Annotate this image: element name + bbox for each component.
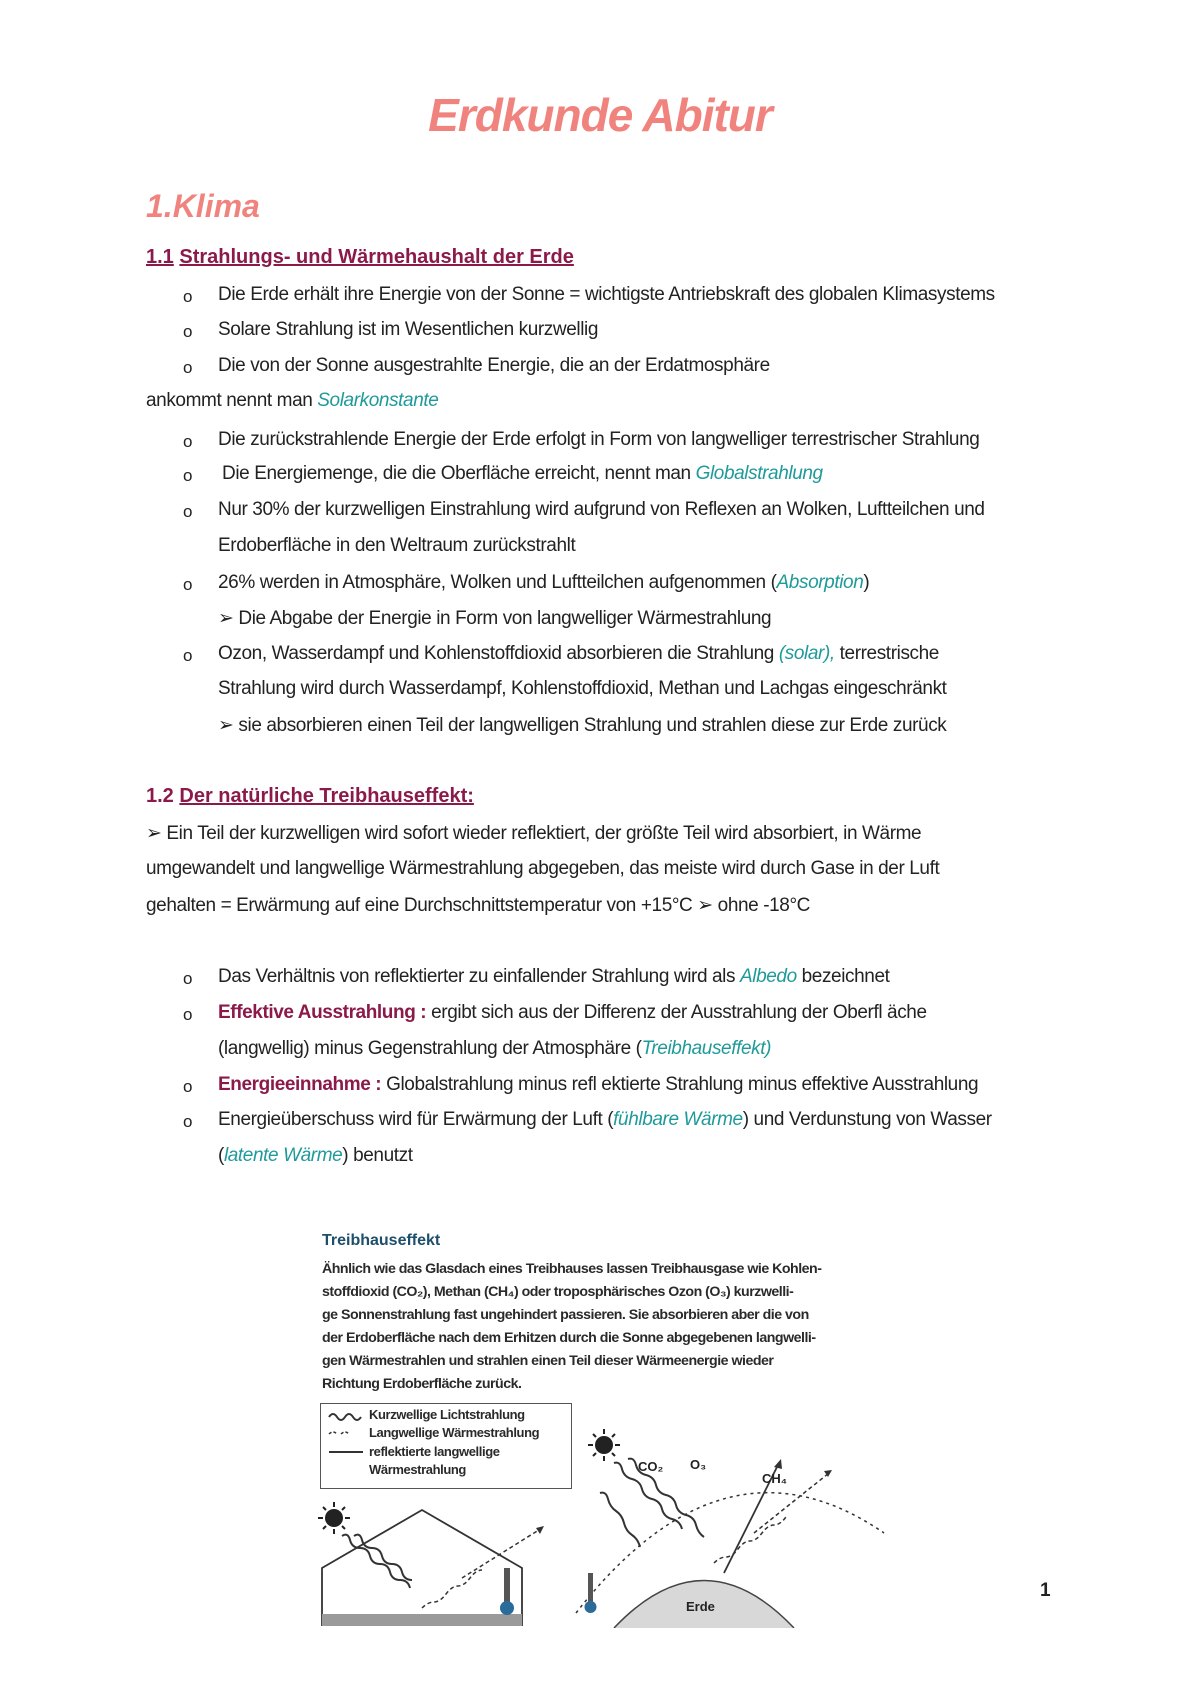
list-item: Nur 30% der kurzwelligen Einstrahlung wird aufgrund von Reflexen an Wolken, Luftteilchen und [218,499,985,520]
bullet-marker: o [183,1112,193,1131]
term-fuehlbare-waerme: fühlbare Wärme [613,1109,743,1130]
bullet-marker: o [183,322,193,341]
list-item [218,1109,992,1131]
list-item: Die von der Sonne ausgestrahlte Energie, die an der Erdatmosphäre [218,355,770,376]
text: ankommt nennt man [146,390,318,411]
list-item: Solare Strahlung ist im Wesentlichen kurzwellig [218,319,599,340]
legend-item: Wärmestrahlung [369,1462,466,1477]
paragraph-line: ➢ Ein Teil der kurzwelligen wird sofort wieder reflektiert, der größte Teil wird absorbiert, in Wärme [146,823,922,844]
thermometer-icon [500,1568,514,1615]
term-energieeinnahme: Energieeinnahme : [218,1074,382,1095]
label-ch4: CH₄ [762,1471,787,1486]
figure-caption-line: stoffdioxid (CO₂), Methan (CH₄) oder troposphärisches Ozon (O₃) kurzwelli- [322,1284,794,1300]
list-item [218,643,939,665]
sun-icon [588,1429,620,1461]
greenhouse-effect-figure [312,1228,886,1628]
figure-caption-line: gen Wärmestrahlen und strahlen einen Teil dieser Wärmeenergie wieder [322,1353,774,1369]
text: Das Verhältnis von reflektierter zu einfallender Strahlung wird als [218,966,740,987]
figure-title: Treibhauseffekt [322,1232,441,1249]
subsection-number: 1.2 [146,785,174,807]
page-number: 1 [1040,1580,1051,1601]
list-item-continuation: Strahlung wird durch Wasserdampf, Kohlenstoffdioxid, Methan und Lachgas eingeschränkt [218,678,947,699]
label-co2: CO₂ [638,1459,664,1474]
figure-caption-line: Richtung Erdoberfläche zurück. [322,1376,522,1392]
paragraph-line: umgewandelt und langwellige Wärmestrahlung abgegeben, das meiste wird durch Gase in der Luft [146,858,940,879]
text: terrestrische [834,643,939,664]
text: ) [863,572,870,593]
bullet-marker: o [183,466,193,485]
figure-caption-line: ge Sonnenstrahlung fast ungehindert passieren. Sie absorbieren aber die von [322,1307,809,1323]
bullet-marker: o [183,502,193,521]
subsection-title: Strahlungs- und Wärmehaushalt der Erde [179,246,574,268]
label-o3: O₃ [690,1457,707,1472]
paragraph-line: gehalten = Erwärmung auf eine Durchschnittstemperatur von +15°C ➢ ohne -18°C [146,895,810,916]
list-item-continuation [146,390,438,412]
list-item [218,1074,978,1096]
figure-legend [320,1403,572,1489]
subsection-title: Der natürliche Treibhauseffekt: [179,785,474,807]
text: Globalstrahlung minus refl ektierte Strahlung minus effektive Ausstrahlung [381,1074,979,1095]
text: Ozon, Wasserdampf und Kohlenstoffdioxid absorbieren die Strahlung [218,643,779,664]
bullet-marker: o [183,969,193,988]
bullet-marker: o [183,1077,193,1096]
sun-icon [318,1502,350,1534]
subsection-number: 1.1 [146,246,174,268]
bullet-marker: o [183,432,193,451]
term-solar: (solar), [778,643,835,664]
subsection-heading-1-1 [146,246,574,269]
bullet-marker: o [183,358,193,377]
legend-item: Langwellige Wärmestrahlung [369,1425,540,1440]
term-absorption: Absorption [776,572,864,593]
legend-item: reflektierte langwellige [369,1444,500,1459]
bullet-marker: o [183,1005,193,1024]
text: bezeichnet [796,966,890,987]
label-erde: Erde [686,1599,715,1614]
list-item [218,966,890,988]
list-item-continuation [218,1038,771,1060]
sub-arrow-item: ➢ Die Abgabe der Energie in Form von langwelliger Wärmestrahlung [218,608,772,629]
list-item [218,572,869,594]
greenhouse-diagram [312,1488,572,1628]
bullet-marker: o [183,287,193,306]
legend-symbols [327,1410,367,1470]
text: ( [218,1145,224,1166]
figure-caption [322,1258,882,1396]
term-treibhauseffekt: Treibhauseffekt) [641,1038,772,1059]
list-item: Die zurückstrahlende Energie der Erde erfolgt in Form von langwelliger terrestrischer Strahlung [218,429,980,450]
earth-atmosphere-diagram [574,1413,886,1628]
thermometer-icon [585,1573,597,1613]
subsection-heading-1-2 [146,785,474,808]
text: (langwellig) minus Gegenstrahlung der Atmosphäre ( [218,1038,642,1059]
term-albedo: Albedo [739,966,797,987]
list-item-continuation: Erdoberfläche in den Weltraum zurückstrahlt [218,535,576,556]
text: ergibt sich aus der Differenz der Ausstrahlung der Oberfl äche [426,1002,927,1023]
list-item [218,1002,927,1024]
bullet-marker: o [183,575,193,594]
term-solarkonstante: Solarkonstante [317,390,439,411]
document-title: Erdkunde Abitur [428,89,772,141]
legend-item: Kurzwellige Lichtstrahlung [369,1407,525,1422]
figure-caption-line: Ähnlich wie das Glasdach eines Treibhauses lassen Treibhausgase wie Kohlen- [322,1261,822,1277]
list-item [222,463,823,485]
text: Die Energiemenge, die die Oberfläche erreicht, nennt man [222,463,696,484]
term-latente-waerme: latente Wärme [223,1145,343,1166]
list-item: Die Erde erhält ihre Energie von der Sonne = wichtigste Antriebskraft des globalen Klimasystems [218,284,995,305]
text: 26% werden in Atmosphäre, Wolken und Luftteilchen aufgenommen ( [218,572,777,593]
text: ) und Verdunstung von Wasser [742,1109,992,1130]
text: ) benutzt [342,1145,413,1166]
list-item-continuation [218,1145,413,1167]
figure-caption-line: der Erdoberfläche nach dem Erhitzen durch die Sonne abgegebenen langwelli- [322,1330,816,1346]
sub-arrow-item: ➢ sie absorbieren einen Teil der langwelligen Strahlung und strahlen diese zur Erde zurück [218,715,947,736]
bullet-marker: o [183,646,193,665]
section-heading-klima: 1.Klima [146,188,260,224]
term-globalstrahlung: Globalstrahlung [695,463,823,484]
term-effektive-ausstrahlung: Effektive Ausstrahlung : [218,1002,427,1023]
text: Energieüberschuss wird für Erwärmung der Luft ( [218,1109,614,1130]
